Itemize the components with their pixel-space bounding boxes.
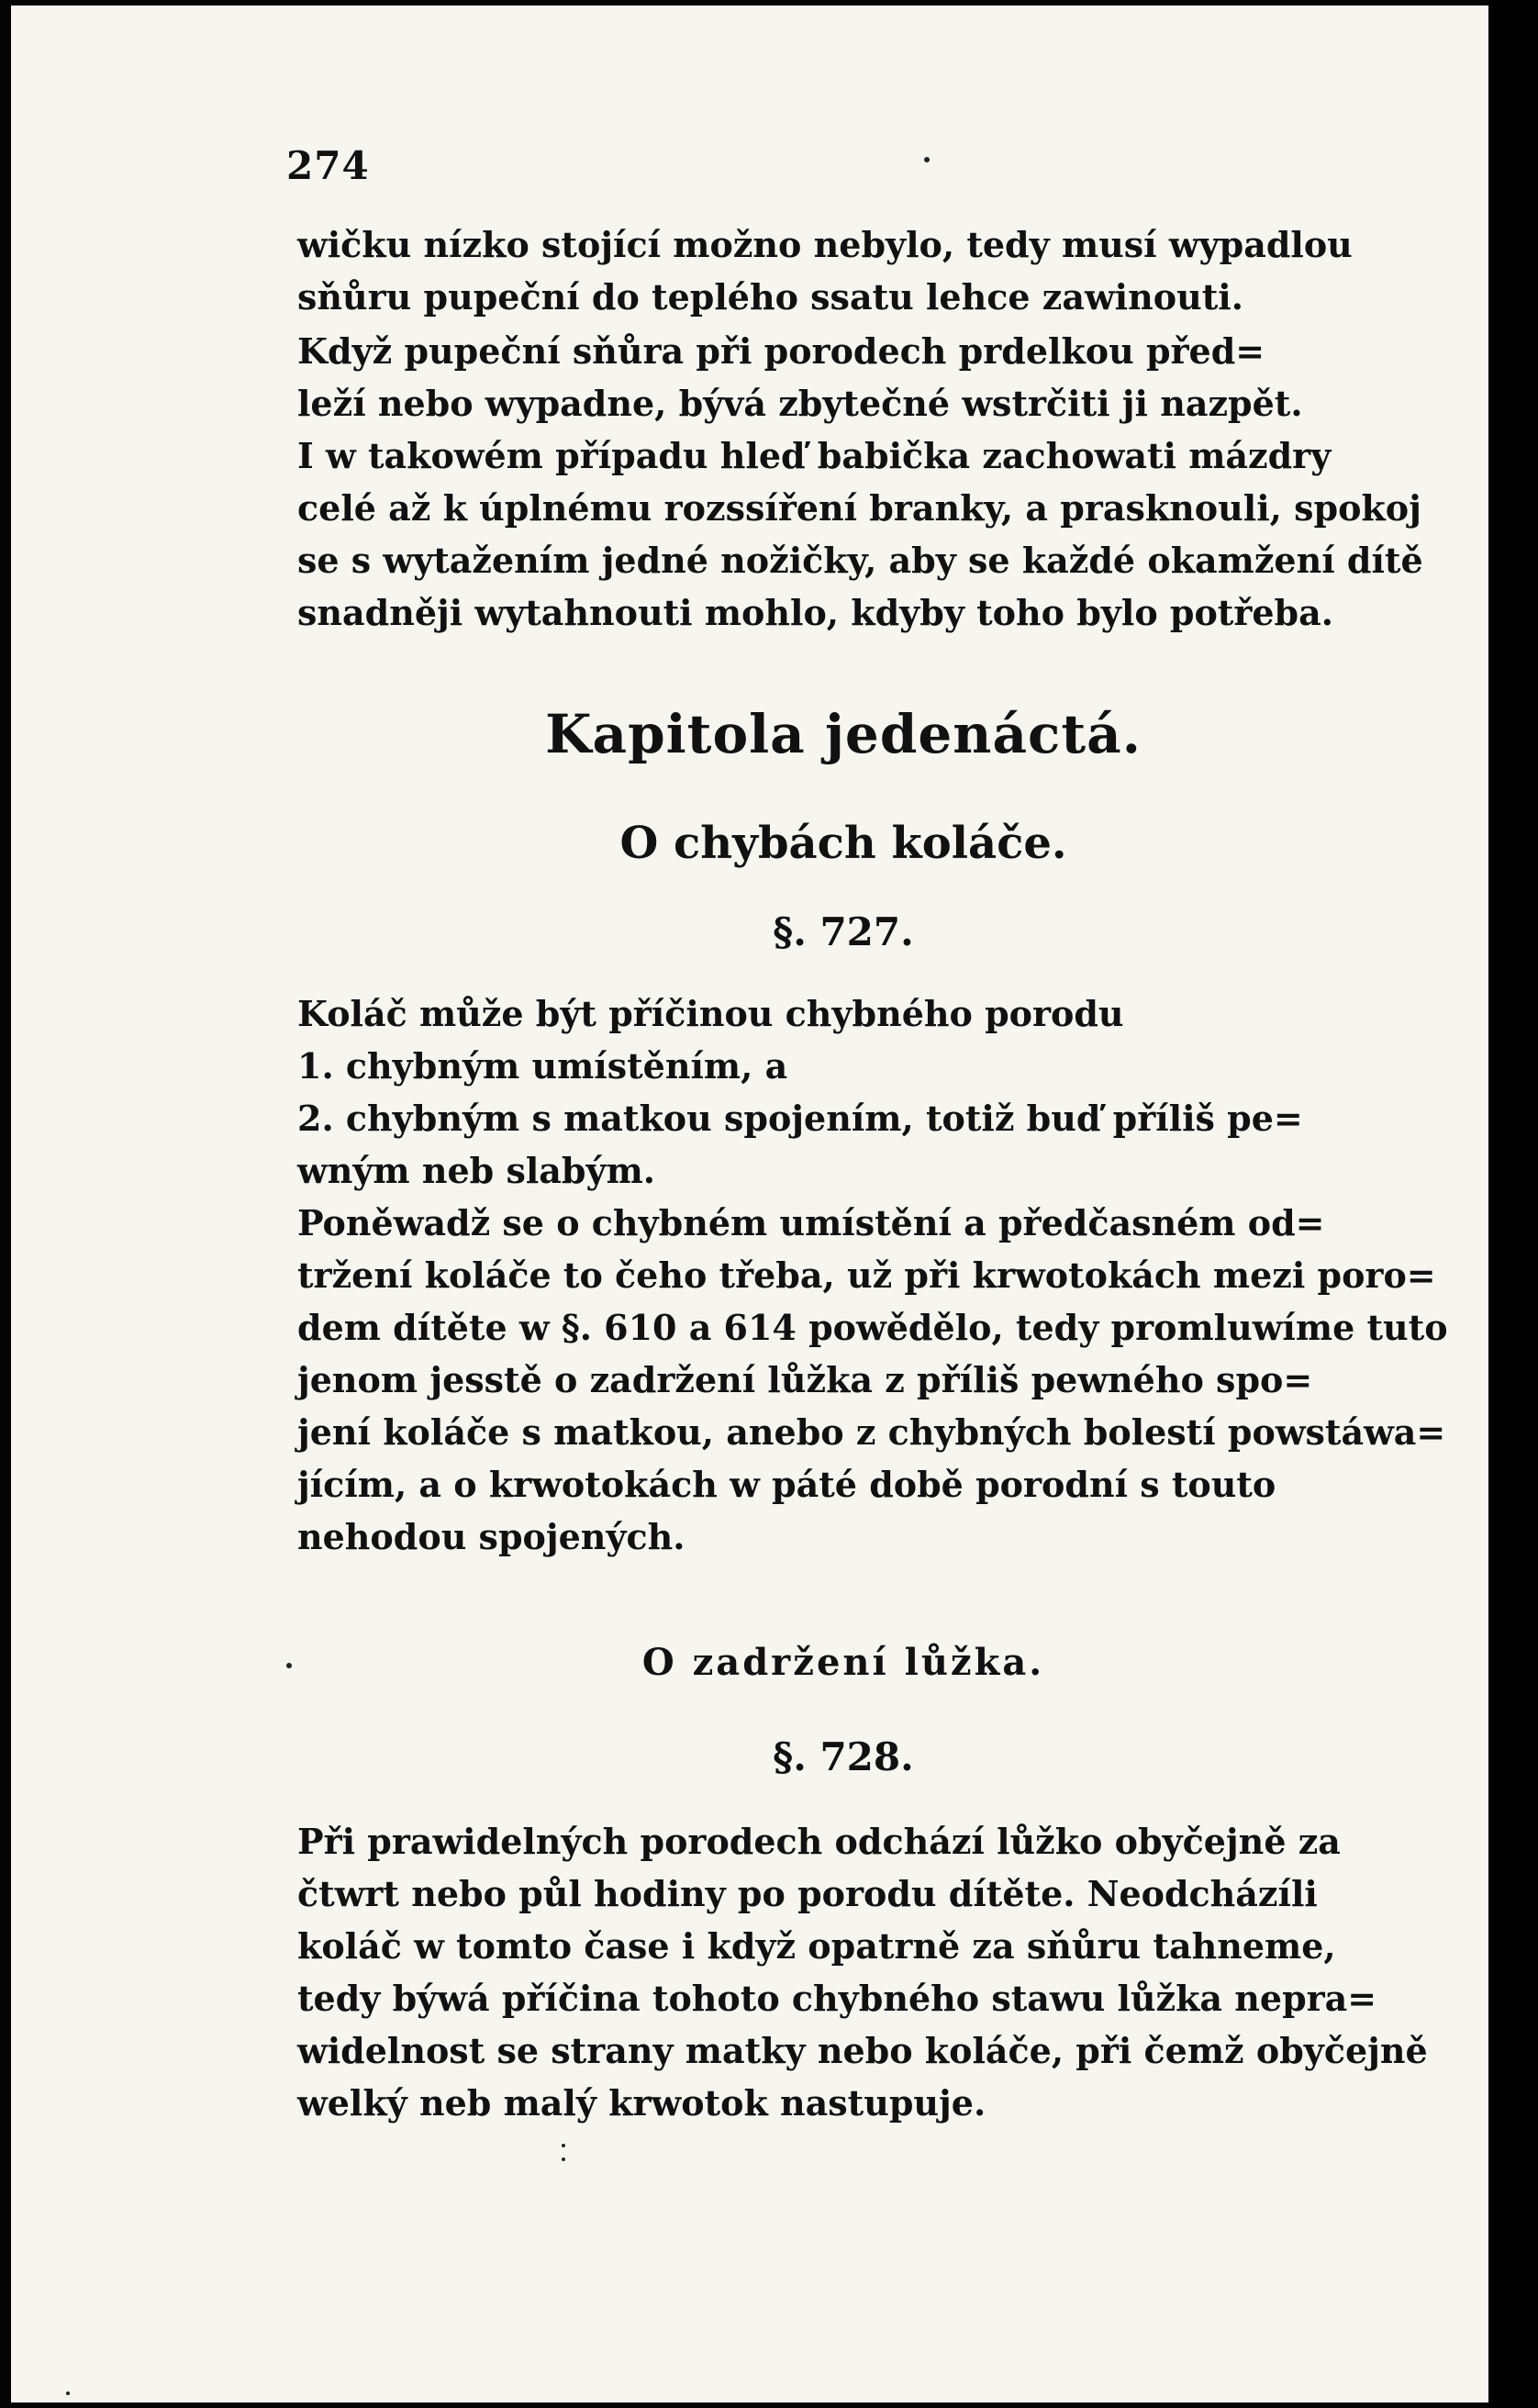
body-paragraph-727 [297, 987, 1448, 1563]
text-line: 1. chybným umístěním, a [297, 1045, 788, 1087]
print-speck [286, 1663, 292, 1668]
chapter-title: Kapitola jedenáctá. [545, 703, 1142, 765]
text-line: celé až k úplnému rozssíření branky, a prasknouli, spokoj [297, 487, 1421, 529]
body-paragraph-728 [297, 1815, 1428, 2129]
text-line: wičku nízko stojící možno nebylo, tedy musí wypadlou [297, 224, 1353, 265]
intro-paragraph-2 [297, 325, 1423, 639]
text-line: Při prawidelných porodech odchází lůžko obyčejně za [297, 1821, 1341, 1862]
text-line: koláč w tomto čase i když opatrně za sňůru tahneme, [297, 1925, 1336, 1967]
scan-border [1488, 0, 1538, 2408]
section-mark: §. 727. [773, 909, 914, 954]
text-line: wným neb slabým. [297, 1150, 656, 1191]
text-line: widelnost se strany matky nebo koláče, při čemž obyčejně [297, 2030, 1428, 2071]
text-line: dem dítěte w §. 610 a 614 powědělo, tedy promluwíme tuto [297, 1307, 1448, 1348]
section-mark: §. 728. [773, 1734, 914, 1779]
text-line: Poněwadž se o chybném umístění a předčasném od= [297, 1202, 1325, 1243]
section-title: O chybách koláče. [619, 818, 1067, 869]
text-line: Koláč může být příčinou chybného porodu [297, 993, 1124, 1034]
text-line: nehodou spojených. [297, 1516, 685, 1557]
print-speck [562, 2144, 565, 2147]
text-line: jení koláče s matkou, anebo z chybných bolestí powstáwa= [297, 1411, 1446, 1453]
text-line: sňůru pupeční do teplého ssatu lehce zawinouti. [297, 276, 1243, 318]
text-line: se s wytažením jedné nožičky, aby se každé okamžení dítě [297, 540, 1423, 581]
page-number: 274 [286, 143, 370, 188]
intro-paragraph-continuation [297, 218, 1389, 323]
text-line: jícím, a o krwotokách w páté době porodní s touto [297, 1464, 1276, 1505]
text-line: tržení koláče to čeho třeba, už při krwotokách mezi poro= [297, 1254, 1436, 1296]
text-line: leží nebo wypadne, bývá zbytečné wstrčiti ji nazpět. [297, 383, 1303, 424]
book-page [11, 6, 1488, 2402]
text-line: Když pupeční sňůra při porodech prdelkou před= [297, 330, 1265, 372]
text-line: tedy býwá příčina tohoto chybného stawu lůžka nepra= [297, 1978, 1377, 2019]
print-speck [66, 2391, 70, 2395]
subsection-title: O zadržení lůžka. [641, 1641, 1045, 1684]
text-line: snadněji wytahnouti mohlo, kdyby toho bylo potřeba. [297, 592, 1333, 633]
text-line: welký neb malý krwotok nastupuje. [297, 2082, 986, 2124]
text-line: jenom jesstě o zadržení lůžka z příliš pewného spo= [297, 1359, 1313, 1400]
text-line: čtwrt nebo půl hodiny po porodu dítěte. Neodcházíli [297, 1873, 1318, 1914]
text-line: I w takowém případu hleď babička zachowati mázdry [297, 435, 1332, 476]
print-speck [562, 2157, 565, 2161]
text-line: 2. chybným s matkou spojením, totiž buď příliš pe= [297, 1098, 1303, 1139]
print-speck [924, 157, 930, 162]
